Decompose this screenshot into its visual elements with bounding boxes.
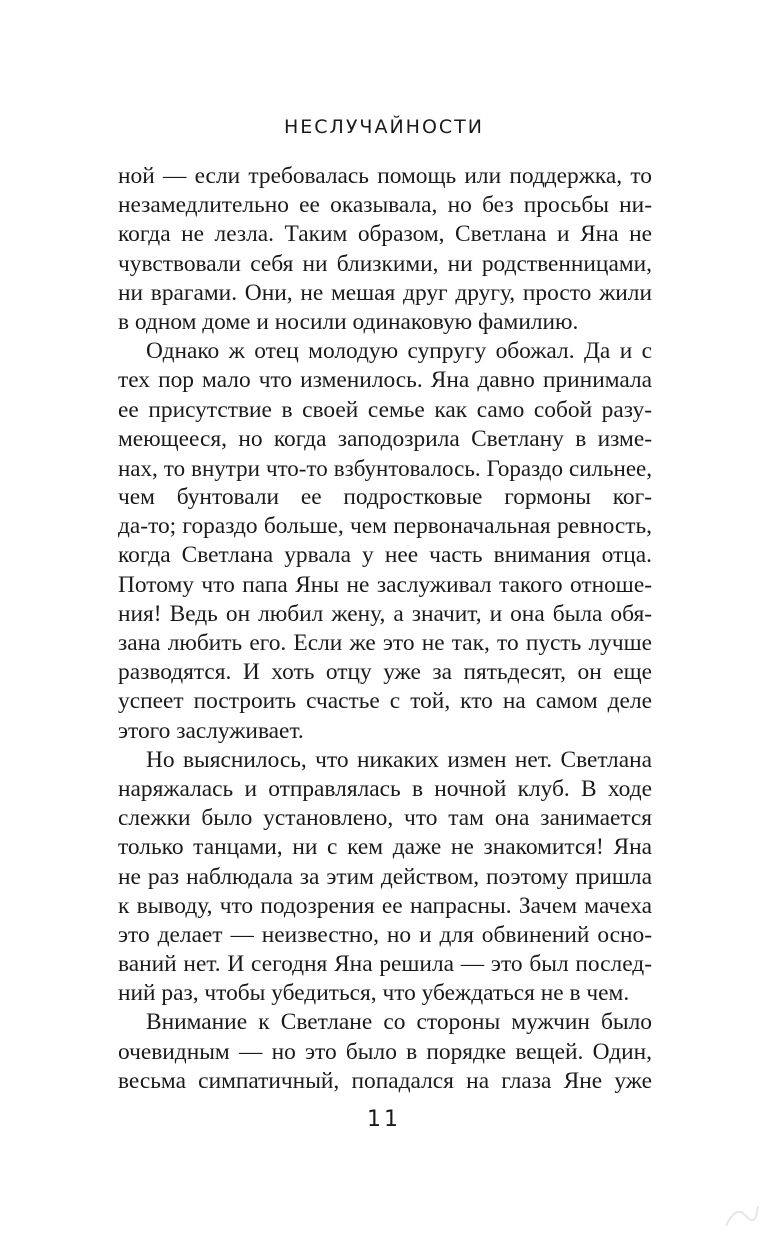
text-line: весьма симпатичный, попадался на глаза Яне уже	[118, 1067, 652, 1094]
text-line: зана любить его. Если же это не так, то пусть лучше	[118, 630, 652, 656]
corner-mark-icon	[722, 1196, 762, 1236]
page-number: 11	[367, 1107, 401, 1132]
body-text	[118, 162, 652, 1096]
text-line: когда Светлана урвала у нее часть внимания отца.	[118, 542, 652, 569]
text-line: чем бунтовали ее подростковые гормоны ког-	[118, 484, 652, 511]
text-line: незамедлительно ее оказывала, но без просьбы ни-	[118, 192, 652, 219]
text-line: Но выяснилось, что никаких измен нет. Светлана	[146, 746, 652, 773]
text-line: ний раз, чтобы убедиться, что убеждаться не в чем.	[118, 980, 630, 1007]
text-line: Однако ж отец молодую супругу обожал. Да и с	[146, 338, 652, 365]
text-line: когда не лезла. Таким образом, Светлана и Яна не	[118, 221, 652, 248]
text-line: ваний нет. И сегодня Яна решила — это был послед-	[118, 951, 652, 978]
text-line: этого заслуживает.	[118, 717, 304, 744]
text-line: Внимание к Светлане со стороны мужчин было	[146, 1009, 652, 1036]
text-line: тех пор мало что изменилось. Яна давно принимала	[118, 367, 652, 394]
text-line: меющееся, но когда заподозрила Светлану в изме-	[118, 425, 652, 452]
text-line: наряжалась и отправлялась в ночной клуб. В ходе	[118, 775, 652, 802]
text-line: слежки было установлено, что там она занимается	[118, 805, 652, 832]
text-line: очевидным — но это было в порядке вещей. Один,	[118, 1038, 652, 1065]
text-line: ни врагами. Они, не мешая друг другу, просто жили	[118, 279, 652, 306]
text-line: только танцами, ни с кем даже не знакомится! Яна	[118, 834, 652, 861]
text-line: чувствовали себя ни близкими, ни родственницами,	[118, 250, 652, 277]
text-line: Потому что папа Яны не заслуживал такого отноше-	[118, 571, 652, 598]
text-line: это делает — неизвестно, но и для обвинений осно-	[118, 921, 652, 948]
text-line: разводятся. И хоть отцу уже за пятьдесят, он еще	[118, 659, 652, 686]
text-line: успеет построить счастье с той, кто на самом деле	[118, 688, 652, 715]
text-line: к выводу, что подозрения ее напрасны. Зачем мачеха	[118, 892, 652, 919]
text-line: в одном доме и носили одинаковую фамилию.	[118, 308, 579, 335]
text-line: ния! Ведь он любил жену, а значит, и она была обя-	[118, 600, 652, 627]
text-line: нах, то внутри что-то взбунтовалось. Гораздо сильнее,	[118, 455, 652, 481]
text-line: не раз наблюдала за этим действом, поэтому пришла	[118, 863, 652, 890]
running-head: НЕСЛУЧАЙНОСТИ	[284, 116, 484, 138]
text-line: ее присутствие в своей семье как само собой разу-	[118, 396, 652, 423]
text-line: да-то; гораздо больше, чем первоначальная ревность,	[118, 513, 652, 540]
text-line: ной — если требовалась помощь или поддержка, то	[118, 163, 652, 189]
